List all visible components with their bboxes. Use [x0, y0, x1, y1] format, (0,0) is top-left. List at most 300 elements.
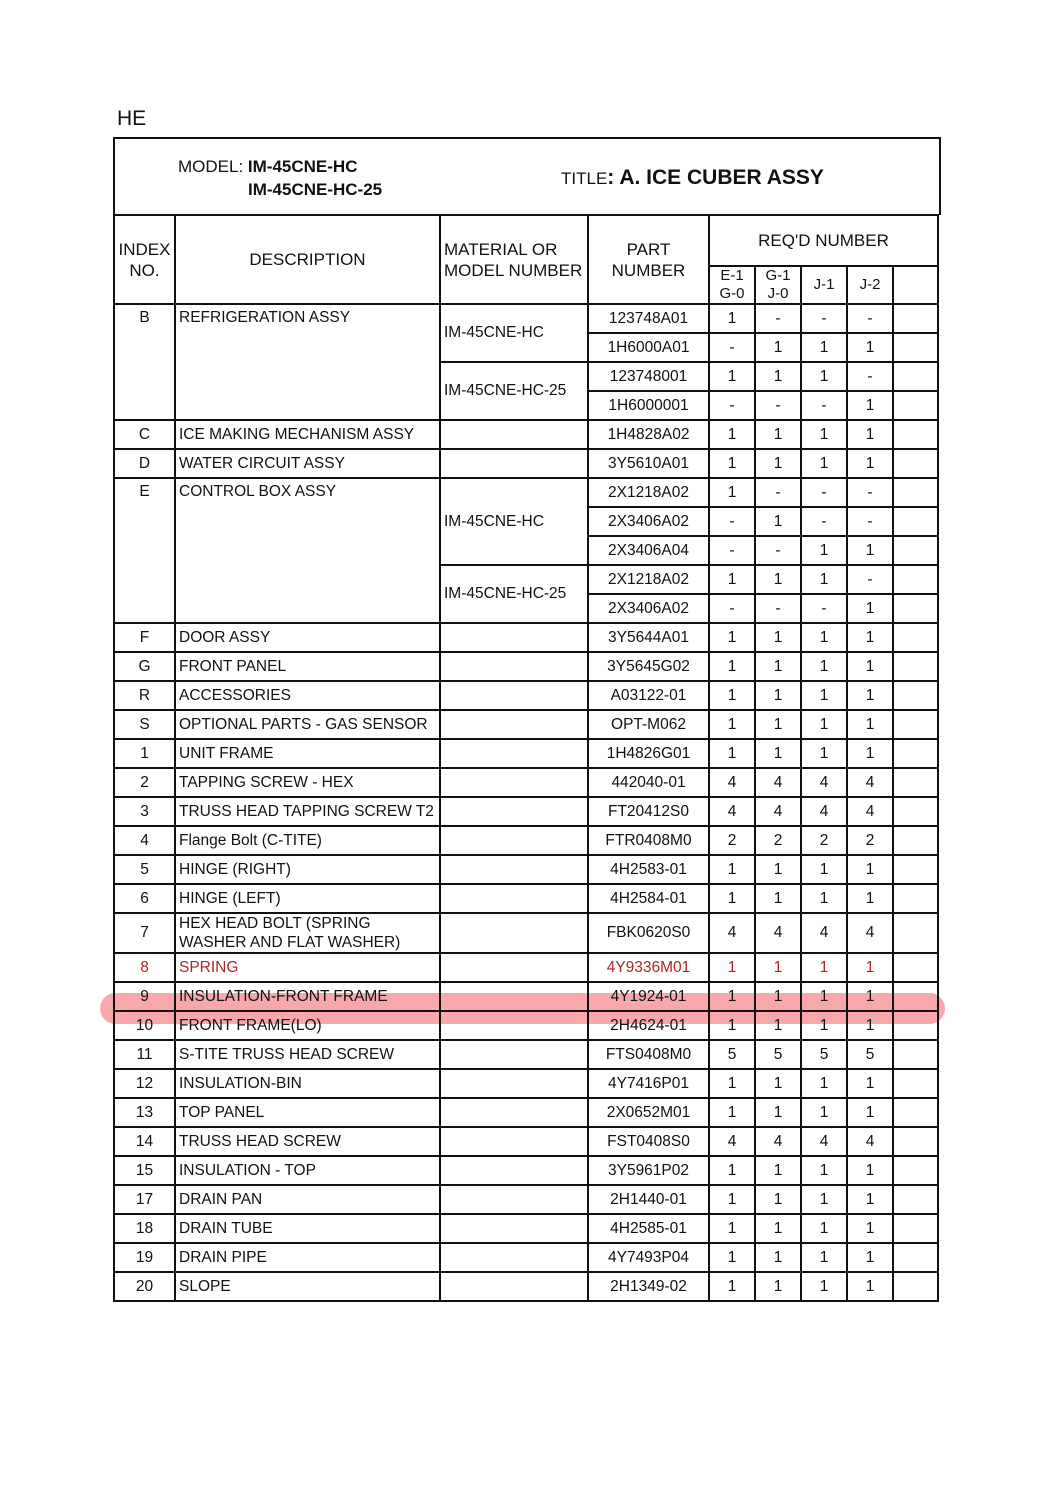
qty-cell: -	[709, 507, 755, 536]
part-cell: 3Y5644A01	[588, 623, 709, 652]
qty-cell: 1	[709, 710, 755, 739]
material-cell: IM-45CNE-HC-25	[440, 565, 588, 623]
qty-cell: 1	[755, 449, 801, 478]
qty-cell: 4	[847, 797, 893, 826]
qty-cell: 1	[755, 362, 801, 391]
blank-cell	[893, 681, 938, 710]
description-cell: HINGE (RIGHT)	[175, 855, 440, 884]
description-cell: TRUSS HEAD SCREW	[175, 1127, 440, 1156]
blank-cell	[893, 420, 938, 449]
description-cell: ICE MAKING MECHANISM ASSY	[175, 420, 440, 449]
part-cell: 3Y5961P02	[588, 1156, 709, 1185]
description-cell: HEX HEAD BOLT (SPRING WASHER AND FLAT WASHER)	[175, 913, 440, 953]
index-cell: 10	[114, 1011, 175, 1040]
part-cell: FTS0408M0	[588, 1040, 709, 1069]
spec-e1-g0-header: E-1 G-0	[709, 266, 755, 304]
qty-cell: -	[709, 594, 755, 623]
qty-cell: 4	[755, 1127, 801, 1156]
table-row	[114, 739, 938, 768]
blank-cell	[893, 768, 938, 797]
index-cell: 14	[114, 1127, 175, 1156]
table-row	[114, 1069, 938, 1098]
qty-cell: 1	[847, 420, 893, 449]
qty-cell: 4	[709, 1127, 755, 1156]
material-cell	[440, 768, 588, 797]
qty-cell: 1	[801, 1156, 847, 1185]
index-cell: 13	[114, 1098, 175, 1127]
description-cell: DOOR ASSY	[175, 623, 440, 652]
qty-cell: 1	[755, 855, 801, 884]
description-cell: REFRIGERATION ASSY	[175, 304, 440, 420]
qty-cell: 4	[755, 768, 801, 797]
part-cell: 2X1218A02	[588, 565, 709, 594]
table-row	[114, 710, 938, 739]
qty-cell: 1	[709, 884, 755, 913]
qty-cell: 1	[801, 362, 847, 391]
index-cell: 7	[114, 913, 175, 953]
part-cell: 4Y7493P04	[588, 1243, 709, 1272]
qty-cell: 1	[755, 1272, 801, 1301]
material-cell: IM-45CNE-HC	[440, 478, 588, 565]
blank-cell	[893, 913, 938, 953]
qty-cell: -	[847, 304, 893, 333]
index-cell: R	[114, 681, 175, 710]
qty-cell: 1	[709, 739, 755, 768]
part-cell: 2X1218A02	[588, 478, 709, 507]
material-cell	[440, 913, 588, 953]
qty-cell: 1	[755, 333, 801, 362]
qty-cell: 1	[847, 1214, 893, 1243]
qty-cell: -	[847, 507, 893, 536]
qty-cell: 1	[801, 681, 847, 710]
index-cell: 8	[114, 953, 175, 982]
spec-g1-j0-header: G-1 J-0	[755, 266, 801, 304]
blank-cell	[893, 826, 938, 855]
description-cell: S-TITE TRUSS HEAD SCREW	[175, 1040, 440, 1069]
blank-cell	[893, 449, 938, 478]
qty-cell: -	[801, 507, 847, 536]
blank-cell	[893, 1185, 938, 1214]
qty-cell: 1	[847, 1156, 893, 1185]
index-cell: E	[114, 478, 175, 623]
qty-cell: 1	[755, 420, 801, 449]
part-cell: 3Y5645G02	[588, 652, 709, 681]
qty-cell: 1	[755, 710, 801, 739]
qty-cell: 1	[709, 1185, 755, 1214]
spec-j2-header: J-2	[847, 266, 893, 304]
qty-cell: 1	[709, 1011, 755, 1040]
qty-cell: 1	[801, 333, 847, 362]
qty-cell: -	[801, 594, 847, 623]
qty-cell: 5	[709, 1040, 755, 1069]
index-cell: 11	[114, 1040, 175, 1069]
qty-cell: -	[709, 391, 755, 420]
qty-cell: -	[847, 478, 893, 507]
qty-cell: 2	[801, 826, 847, 855]
qty-cell: -	[755, 536, 801, 565]
qty-cell: 1	[709, 623, 755, 652]
qty-cell: 1	[847, 536, 893, 565]
qty-cell: 1	[755, 681, 801, 710]
material-cell	[440, 652, 588, 681]
qty-cell: 1	[847, 855, 893, 884]
material-cell	[440, 1127, 588, 1156]
material-cell	[440, 739, 588, 768]
qty-cell: 1	[847, 652, 893, 681]
document-title	[561, 166, 824, 190]
qty-cell: 1	[801, 652, 847, 681]
part-cell: 123748A01	[588, 304, 709, 333]
table-row	[114, 884, 938, 913]
table-row	[114, 652, 938, 681]
table-row	[114, 982, 938, 1011]
spec-j1-header: J-1	[801, 266, 847, 304]
qty-cell: 1	[709, 982, 755, 1011]
part-cell: 2H1349-02	[588, 1272, 709, 1301]
qty-cell: 1	[755, 884, 801, 913]
blank-cell	[893, 1243, 938, 1272]
index-cell: 2	[114, 768, 175, 797]
index-cell: F	[114, 623, 175, 652]
qty-cell: -	[801, 304, 847, 333]
material-cell	[440, 982, 588, 1011]
material-cell	[440, 1098, 588, 1127]
table-row	[114, 1272, 938, 1301]
qty-cell: 4	[755, 797, 801, 826]
description-cell: TAPPING SCREW - HEX	[175, 768, 440, 797]
description-cell: Flange Bolt (C-TITE)	[175, 826, 440, 855]
description-cell: SLOPE	[175, 1272, 440, 1301]
description-header: DESCRIPTION	[175, 215, 440, 304]
material-cell	[440, 681, 588, 710]
material-header: MATERIAL OR MODEL NUMBER	[440, 215, 588, 304]
qty-cell: 4	[709, 768, 755, 797]
blank-cell	[893, 1272, 938, 1301]
qty-cell: 1	[755, 1156, 801, 1185]
title-value: : A. ICE CUBER ASSY	[607, 166, 824, 189]
part-cell: 2X0652M01	[588, 1098, 709, 1127]
index-cell: 12	[114, 1069, 175, 1098]
part-cell: 1H4828A02	[588, 420, 709, 449]
qty-cell: 1	[709, 565, 755, 594]
index-cell: 6	[114, 884, 175, 913]
part-cell: 4Y7416P01	[588, 1069, 709, 1098]
page-code: HE	[117, 107, 147, 130]
qty-cell: 1	[755, 982, 801, 1011]
blank-cell	[893, 652, 938, 681]
material-cell	[440, 420, 588, 449]
table-row	[114, 1040, 938, 1069]
index-cell: 15	[114, 1156, 175, 1185]
qty-cell: 1	[801, 982, 847, 1011]
table-row	[114, 1098, 938, 1127]
table-row	[114, 449, 938, 478]
material-cell	[440, 1156, 588, 1185]
table-row	[114, 304, 938, 333]
blank-cell	[893, 565, 938, 594]
qty-cell: 1	[847, 623, 893, 652]
part-cell: FBK0620S0	[588, 913, 709, 953]
qty-cell: 1	[801, 739, 847, 768]
blank-cell	[893, 594, 938, 623]
table-row	[114, 1127, 938, 1156]
qty-cell: 1	[847, 681, 893, 710]
description-cell: TOP PANEL	[175, 1098, 440, 1127]
qty-cell: -	[755, 478, 801, 507]
material-cell	[440, 623, 588, 652]
table-row	[114, 913, 938, 953]
qty-cell: 1	[801, 1011, 847, 1040]
description-cell: HINGE (LEFT)	[175, 884, 440, 913]
qty-cell: 1	[801, 449, 847, 478]
description-cell: WATER CIRCUIT ASSY	[175, 449, 440, 478]
qty-cell: 1	[847, 1272, 893, 1301]
qty-cell: 1	[709, 1272, 755, 1301]
qty-cell: 1	[801, 1272, 847, 1301]
blank-cell	[893, 1127, 938, 1156]
description-cell: TRUSS HEAD TAPPING SCREW T2	[175, 797, 440, 826]
index-cell: S	[114, 710, 175, 739]
material-cell	[440, 884, 588, 913]
index-cell: 4	[114, 826, 175, 855]
qty-cell: 1	[847, 1185, 893, 1214]
part-cell: FTR0408M0	[588, 826, 709, 855]
material-cell	[440, 1040, 588, 1069]
qty-cell: 1	[847, 884, 893, 913]
material-cell	[440, 797, 588, 826]
index-cell: G	[114, 652, 175, 681]
qty-cell: 4	[847, 1127, 893, 1156]
qty-cell: 4	[847, 768, 893, 797]
table-row	[114, 1214, 938, 1243]
qty-cell: 1	[801, 884, 847, 913]
qty-cell: -	[755, 594, 801, 623]
description-cell: INSULATION-BIN	[175, 1069, 440, 1098]
qty-cell: 1	[847, 1069, 893, 1098]
index-cell: 18	[114, 1214, 175, 1243]
material-cell	[440, 1214, 588, 1243]
qty-cell: 1	[755, 953, 801, 982]
blank-cell	[893, 953, 938, 982]
index-cell: 3	[114, 797, 175, 826]
qty-cell: -	[755, 391, 801, 420]
blank-cell	[893, 623, 938, 652]
header-row	[114, 215, 938, 266]
qty-cell: -	[847, 565, 893, 594]
qty-cell: 1	[709, 478, 755, 507]
part-cell: 2X3406A04	[588, 536, 709, 565]
qty-cell: 1	[847, 391, 893, 420]
material-cell: IM-45CNE-HC	[440, 304, 588, 362]
blank-cell	[893, 710, 938, 739]
material-cell	[440, 1011, 588, 1040]
qty-cell: 1	[709, 304, 755, 333]
table-row	[114, 1243, 938, 1272]
qty-cell: 1	[801, 623, 847, 652]
blank-cell	[893, 1069, 938, 1098]
spec-blank-header	[893, 266, 938, 304]
qty-cell: 4	[801, 913, 847, 953]
qty-cell: 4	[801, 768, 847, 797]
part-cell: 4H2585-01	[588, 1214, 709, 1243]
material-cell	[440, 1272, 588, 1301]
qty-cell: 1	[709, 1214, 755, 1243]
table-row	[114, 1156, 938, 1185]
document-header	[113, 137, 941, 215]
description-cell: FRONT PANEL	[175, 652, 440, 681]
material-cell	[440, 449, 588, 478]
qty-cell: -	[801, 391, 847, 420]
blank-cell	[893, 1098, 938, 1127]
qty-cell: 5	[847, 1040, 893, 1069]
part-cell: 1H4826G01	[588, 739, 709, 768]
part-cell: 1H6000A01	[588, 333, 709, 362]
qty-cell: -	[709, 333, 755, 362]
part-cell: 1H6000001	[588, 391, 709, 420]
qty-cell: -	[755, 304, 801, 333]
blank-cell	[893, 362, 938, 391]
blank-cell	[893, 391, 938, 420]
qty-cell: 1	[755, 1214, 801, 1243]
qty-cell: 2	[709, 826, 755, 855]
qty-cell: -	[847, 362, 893, 391]
index-cell: 5	[114, 855, 175, 884]
qty-cell: 1	[755, 652, 801, 681]
part-cell: OPT-M062	[588, 710, 709, 739]
index-cell: D	[114, 449, 175, 478]
part-cell: 442040-01	[588, 768, 709, 797]
qty-cell: 1	[801, 565, 847, 594]
part-cell: A03122-01	[588, 681, 709, 710]
qty-cell: 1	[709, 362, 755, 391]
qty-cell: 1	[801, 420, 847, 449]
material-cell	[440, 1243, 588, 1272]
qty-cell: 5	[755, 1040, 801, 1069]
part-cell: 2X3406A02	[588, 594, 709, 623]
description-cell: DRAIN TUBE	[175, 1214, 440, 1243]
qty-cell: 1	[709, 652, 755, 681]
model-line	[178, 157, 357, 177]
qty-cell: 1	[801, 1069, 847, 1098]
qty-cell: 1	[801, 710, 847, 739]
blank-cell	[893, 536, 938, 565]
qty-cell: 1	[709, 681, 755, 710]
description-cell: ACCESSORIES	[175, 681, 440, 710]
qty-cell: 1	[755, 623, 801, 652]
index-cell: 19	[114, 1243, 175, 1272]
blank-cell	[893, 1156, 938, 1185]
table-row	[114, 797, 938, 826]
blank-cell	[893, 478, 938, 507]
qty-cell: 1	[755, 565, 801, 594]
index-cell: 20	[114, 1272, 175, 1301]
blank-cell	[893, 507, 938, 536]
blank-cell	[893, 982, 938, 1011]
table-row	[114, 826, 938, 855]
title-label: TITLE	[561, 169, 608, 188]
qty-cell: 1	[847, 1098, 893, 1127]
qty-cell: 1	[755, 1011, 801, 1040]
table-row-highlighted	[114, 953, 938, 982]
table-row	[114, 681, 938, 710]
qty-cell: 1	[847, 953, 893, 982]
qty-cell: 1	[847, 594, 893, 623]
index-cell: C	[114, 420, 175, 449]
qty-cell: 4	[847, 913, 893, 953]
blank-cell	[893, 1040, 938, 1069]
qty-cell: 1	[709, 1069, 755, 1098]
blank-cell	[893, 797, 938, 826]
index-cell: 1	[114, 739, 175, 768]
index-cell: 9	[114, 982, 175, 1011]
qty-cell: 1	[755, 1243, 801, 1272]
qty-cell: 1	[755, 1098, 801, 1127]
material-cell	[440, 1069, 588, 1098]
parts-table	[113, 214, 939, 1302]
qty-cell: 4	[755, 913, 801, 953]
blank-cell	[893, 304, 938, 333]
material-cell: IM-45CNE-HC-25	[440, 362, 588, 420]
material-cell	[440, 710, 588, 739]
blank-cell	[893, 1011, 938, 1040]
blank-cell	[893, 333, 938, 362]
qty-cell: 1	[847, 449, 893, 478]
qty-cell: -	[709, 536, 755, 565]
material-cell	[440, 1185, 588, 1214]
index-cell: 17	[114, 1185, 175, 1214]
qty-cell: 1	[801, 855, 847, 884]
part-cell: 4Y9336M01	[588, 953, 709, 982]
description-cell: OPTIONAL PARTS - GAS SENSOR	[175, 710, 440, 739]
qty-cell: 1	[801, 536, 847, 565]
qty-cell: 1	[801, 953, 847, 982]
model-number-1: IM-45CNE-HC	[247, 157, 358, 176]
material-cell	[440, 826, 588, 855]
table-row	[114, 768, 938, 797]
table-row	[114, 855, 938, 884]
description-cell: INSULATION-FRONT FRAME	[175, 982, 440, 1011]
qty-cell: 1	[709, 855, 755, 884]
qty-cell: 1	[847, 333, 893, 362]
qty-cell: 1	[755, 1185, 801, 1214]
qty-cell: 4	[709, 913, 755, 953]
reqd-number-header: REQ'D NUMBER	[709, 215, 938, 266]
blank-cell	[893, 1214, 938, 1243]
description-cell: FRONT FRAME(LO)	[175, 1011, 440, 1040]
model-label: MODEL:	[178, 157, 248, 176]
description-cell: INSULATION - TOP	[175, 1156, 440, 1185]
qty-cell: 1	[709, 953, 755, 982]
description-cell: DRAIN PAN	[175, 1185, 440, 1214]
qty-cell: 4	[801, 797, 847, 826]
qty-cell: 1	[709, 449, 755, 478]
table-row	[114, 1185, 938, 1214]
qty-cell: 1	[709, 1156, 755, 1185]
part-cell: 3Y5610A01	[588, 449, 709, 478]
qty-cell: 4	[801, 1127, 847, 1156]
qty-cell: 1	[709, 1243, 755, 1272]
part-cell: FST0408S0	[588, 1127, 709, 1156]
part-cell: 4H2584-01	[588, 884, 709, 913]
description-cell: UNIT FRAME	[175, 739, 440, 768]
table-row	[114, 420, 938, 449]
qty-cell: 1	[847, 1243, 893, 1272]
part-cell: FT20412S0	[588, 797, 709, 826]
description-cell: SPRING	[175, 953, 440, 982]
qty-cell: 1	[755, 739, 801, 768]
qty-cell: 5	[801, 1040, 847, 1069]
qty-cell: 1	[755, 507, 801, 536]
